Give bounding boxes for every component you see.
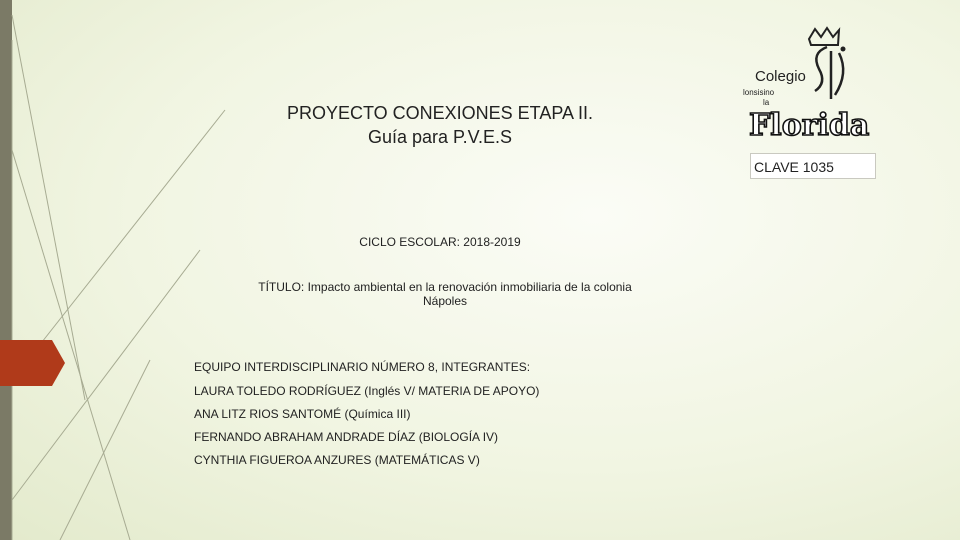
project-title: PROYECTO CONEXIONES ETAPA II. xyxy=(286,103,594,123)
logo-la: la xyxy=(763,98,770,107)
red-accent-tab xyxy=(0,340,65,386)
logo-lasallista: lonsisino xyxy=(743,88,775,97)
team-member: LAURA TOLEDO RODRÍGUEZ (Inglés V/ MATERIA DE APOYO) xyxy=(194,384,540,398)
topic-line-2: Nápoles xyxy=(422,294,468,308)
project-topic xyxy=(205,280,685,308)
team-member: CYNTHIA FIGUEROA ANZURES (MATEMÁTICAS V) xyxy=(194,453,480,467)
team-member: FERNANDO ABRAHAM ANDRADE DÍAZ (BIOLOGÍA IV) xyxy=(194,430,499,444)
crown-icon xyxy=(809,28,839,45)
school-year: CICLO ESCOLAR: 2018-2019 xyxy=(359,235,521,249)
topic-line-1: TÍTULO: Impacto ambiental en la renovación inmobiliaria de la colonia xyxy=(258,280,632,294)
logo-colegio: Colegio xyxy=(755,68,806,85)
monogram-icon xyxy=(815,47,846,100)
team-header: EQUIPO INTERDISCIPLINARIO NÚMERO 8, INTEGRANTES: xyxy=(194,360,531,374)
header-title xyxy=(240,102,640,148)
team-member: ANA LITZ RIOS SANTOMÉ (Química III) xyxy=(194,407,411,421)
school-logo xyxy=(735,25,895,150)
logo-florida: Florida xyxy=(749,108,870,143)
guide-subtitle: Guía para P.V.E.S xyxy=(367,127,513,147)
clave-box: CLAVE 1035 xyxy=(750,153,876,179)
team-list xyxy=(194,360,539,476)
